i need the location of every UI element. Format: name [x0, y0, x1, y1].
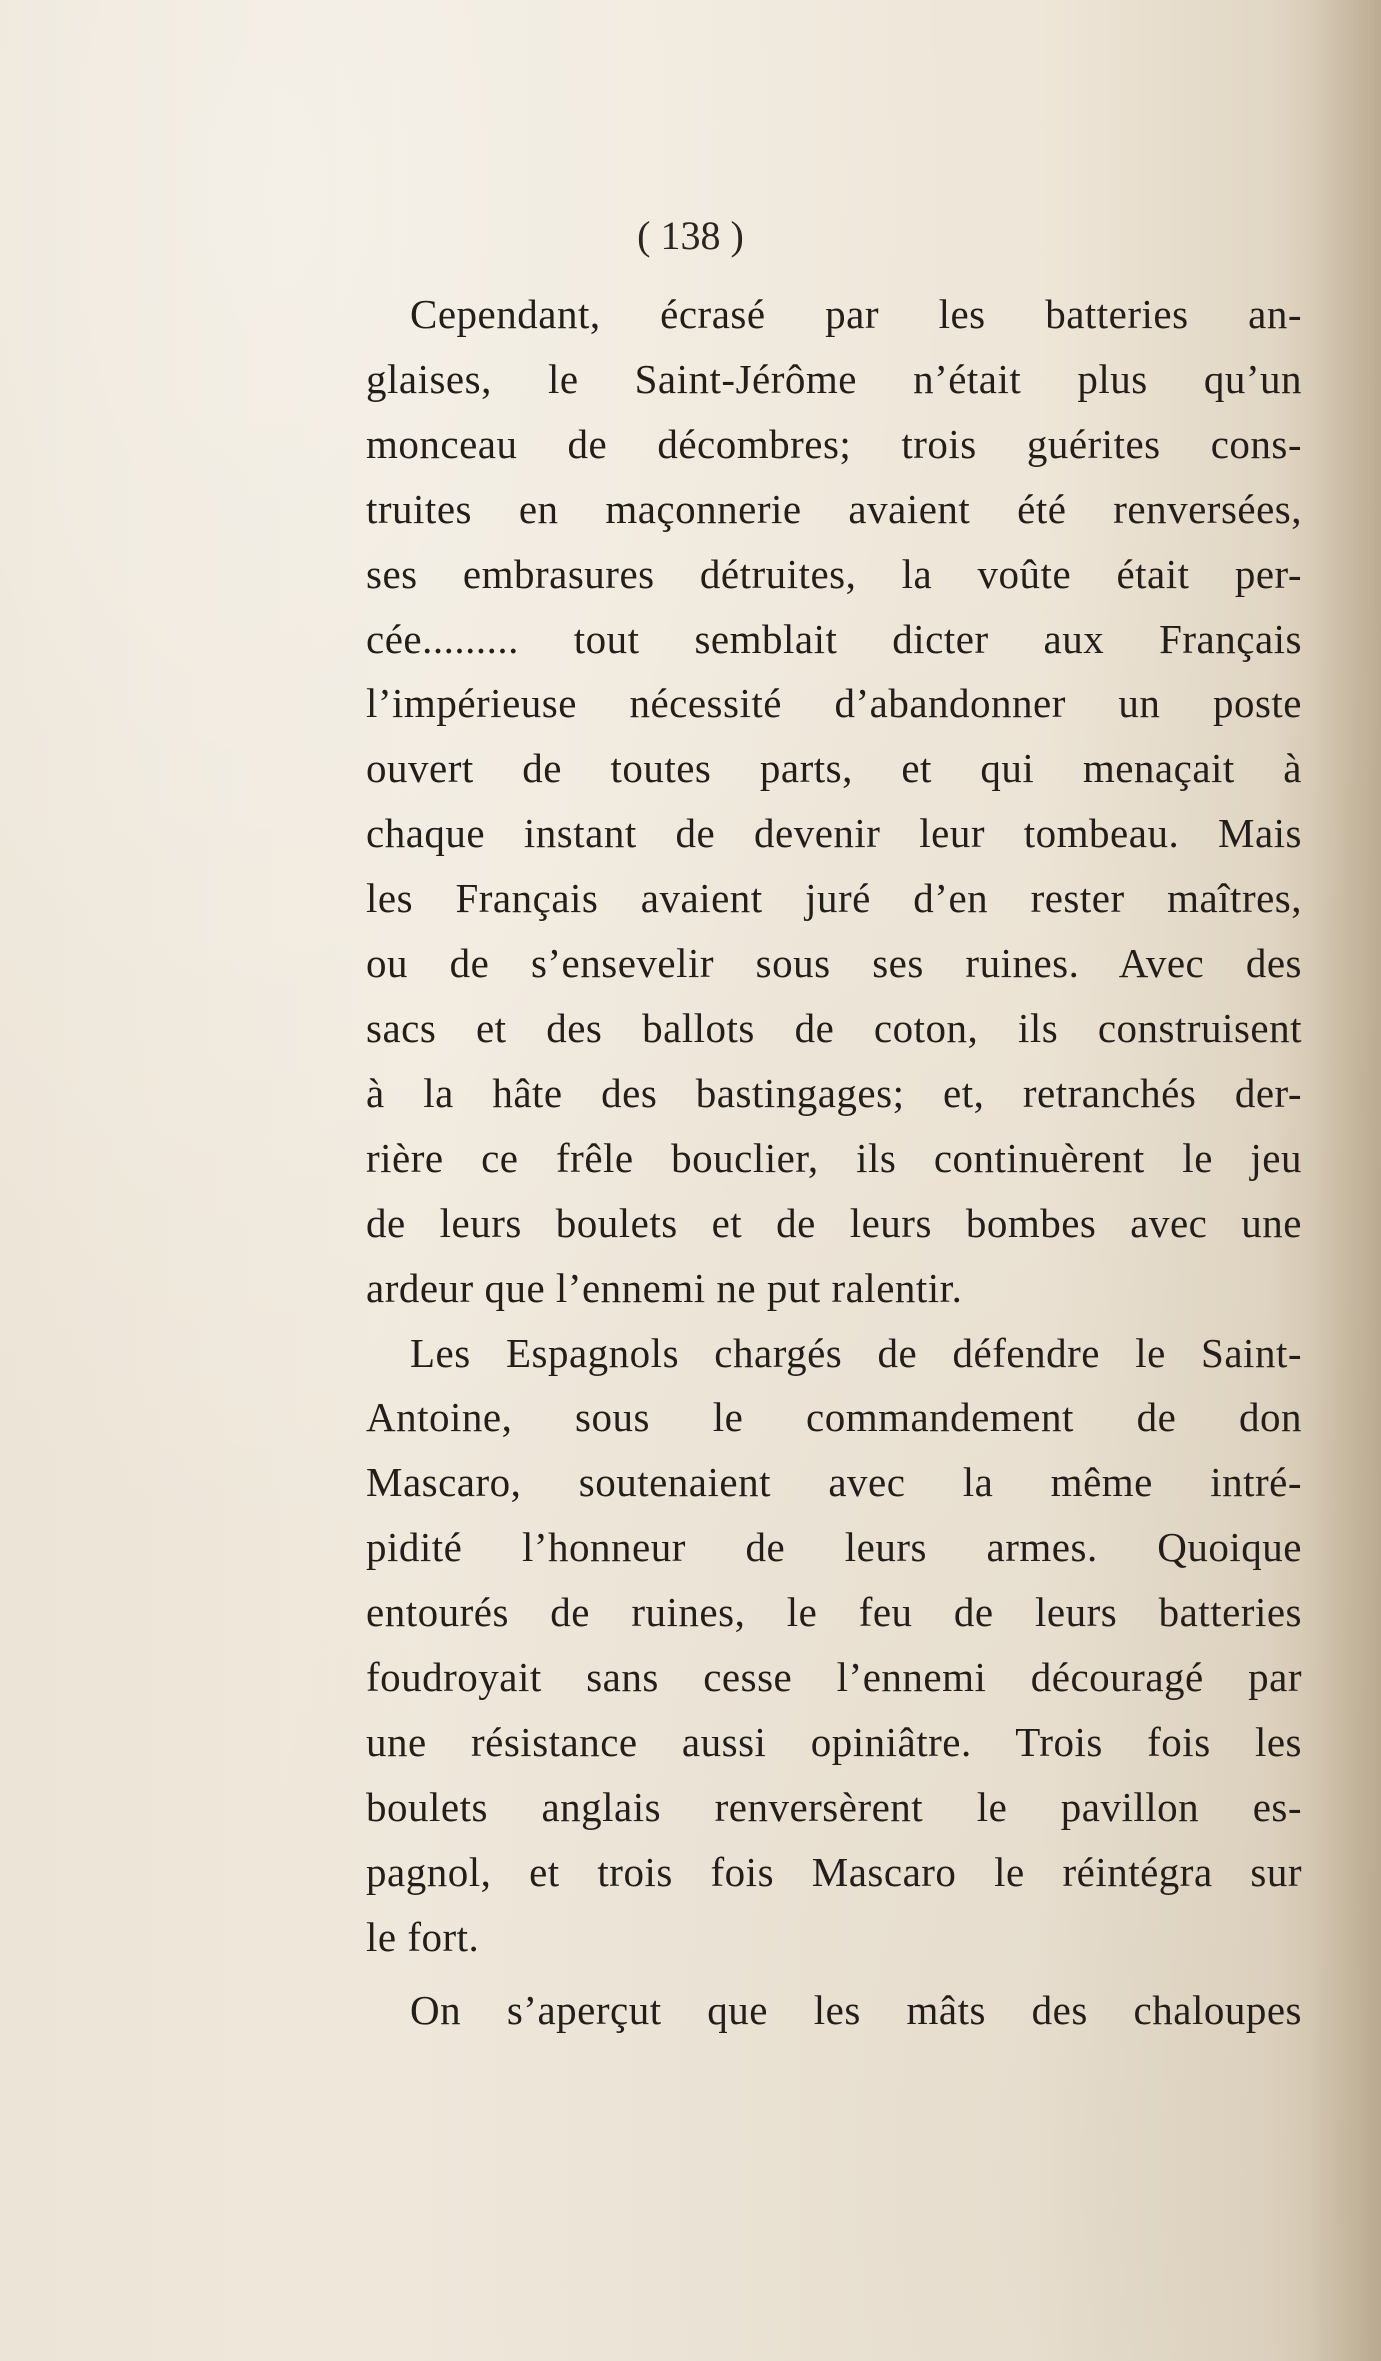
text-line: foudroyait sans cesse l’ennemi découragé par [366, 1654, 1302, 1701]
paragraph-3 [366, 1978, 1302, 2043]
paragraph-1 [366, 282, 1302, 1321]
text-line: ouvert de toutes parts, et qui menaçait à [366, 745, 1302, 792]
text-line: Les Espagnols chargés de défendre le Saint- [410, 1329, 1302, 1376]
text-line: sacs et des ballots de coton, ils construisent [366, 1004, 1302, 1051]
text-line: rière ce frêle bouclier, ils continuèrent le jeu [366, 1134, 1302, 1181]
text-line: ou de s’ensevelir sous ses ruines. Avec des [366, 940, 1302, 987]
text-line: truites en maçonnerie avaient été renversées, [366, 485, 1302, 532]
body-text [366, 282, 1302, 2042]
text-line: Mascaro, soutenaient avec la même intré- [366, 1459, 1302, 1506]
page-number: ( 138 ) [637, 213, 744, 258]
text-line: les Français avaient juré d’en rester maîtres, [366, 875, 1302, 922]
text-line: ses embrasures détruites, la voûte était per- [366, 550, 1302, 597]
text-line: l’impérieuse nécessité d’abandonner un poste [366, 680, 1302, 727]
text-line: Antoine, sous le commandement de don [366, 1394, 1302, 1441]
text-line: Cependant, écrasé par les batteries an- [410, 291, 1302, 337]
text-line: On s’aperçut que les mâts des chaloupes [410, 1986, 1302, 2033]
paragraph-2 [366, 1321, 1302, 1970]
text-line: une résistance aussi opiniâtre. Trois fois les [366, 1718, 1302, 1765]
text-line: entourés de ruines, le feu de leurs batteries [366, 1589, 1302, 1636]
text-line: de leurs boulets et de leurs bombes avec une [366, 1199, 1302, 1246]
text-line: boulets anglais renversèrent le pavillon es- [366, 1783, 1302, 1830]
text-line: pagnol, et trois fois Mascaro le réintégra sur [366, 1848, 1302, 1895]
text-line: glaises, le Saint-Jérôme n’était plus qu’un [366, 355, 1302, 402]
text-line: à la hâte des bastingages; et, retranchés der- [366, 1069, 1302, 1116]
text-line: ardeur que l’ennemi ne put ralentir. [366, 1264, 963, 1311]
text-line: chaque instant de devenir leur tombeau. Mais [366, 810, 1302, 857]
text-line: cée......... tout semblait dicter aux Français [366, 615, 1302, 662]
text-line: le fort. [366, 1913, 480, 1960]
text-line: pidité l’honneur de leurs armes. Quoique [366, 1524, 1302, 1571]
text-line: monceau de décombres; trois guérites cons- [366, 420, 1302, 467]
